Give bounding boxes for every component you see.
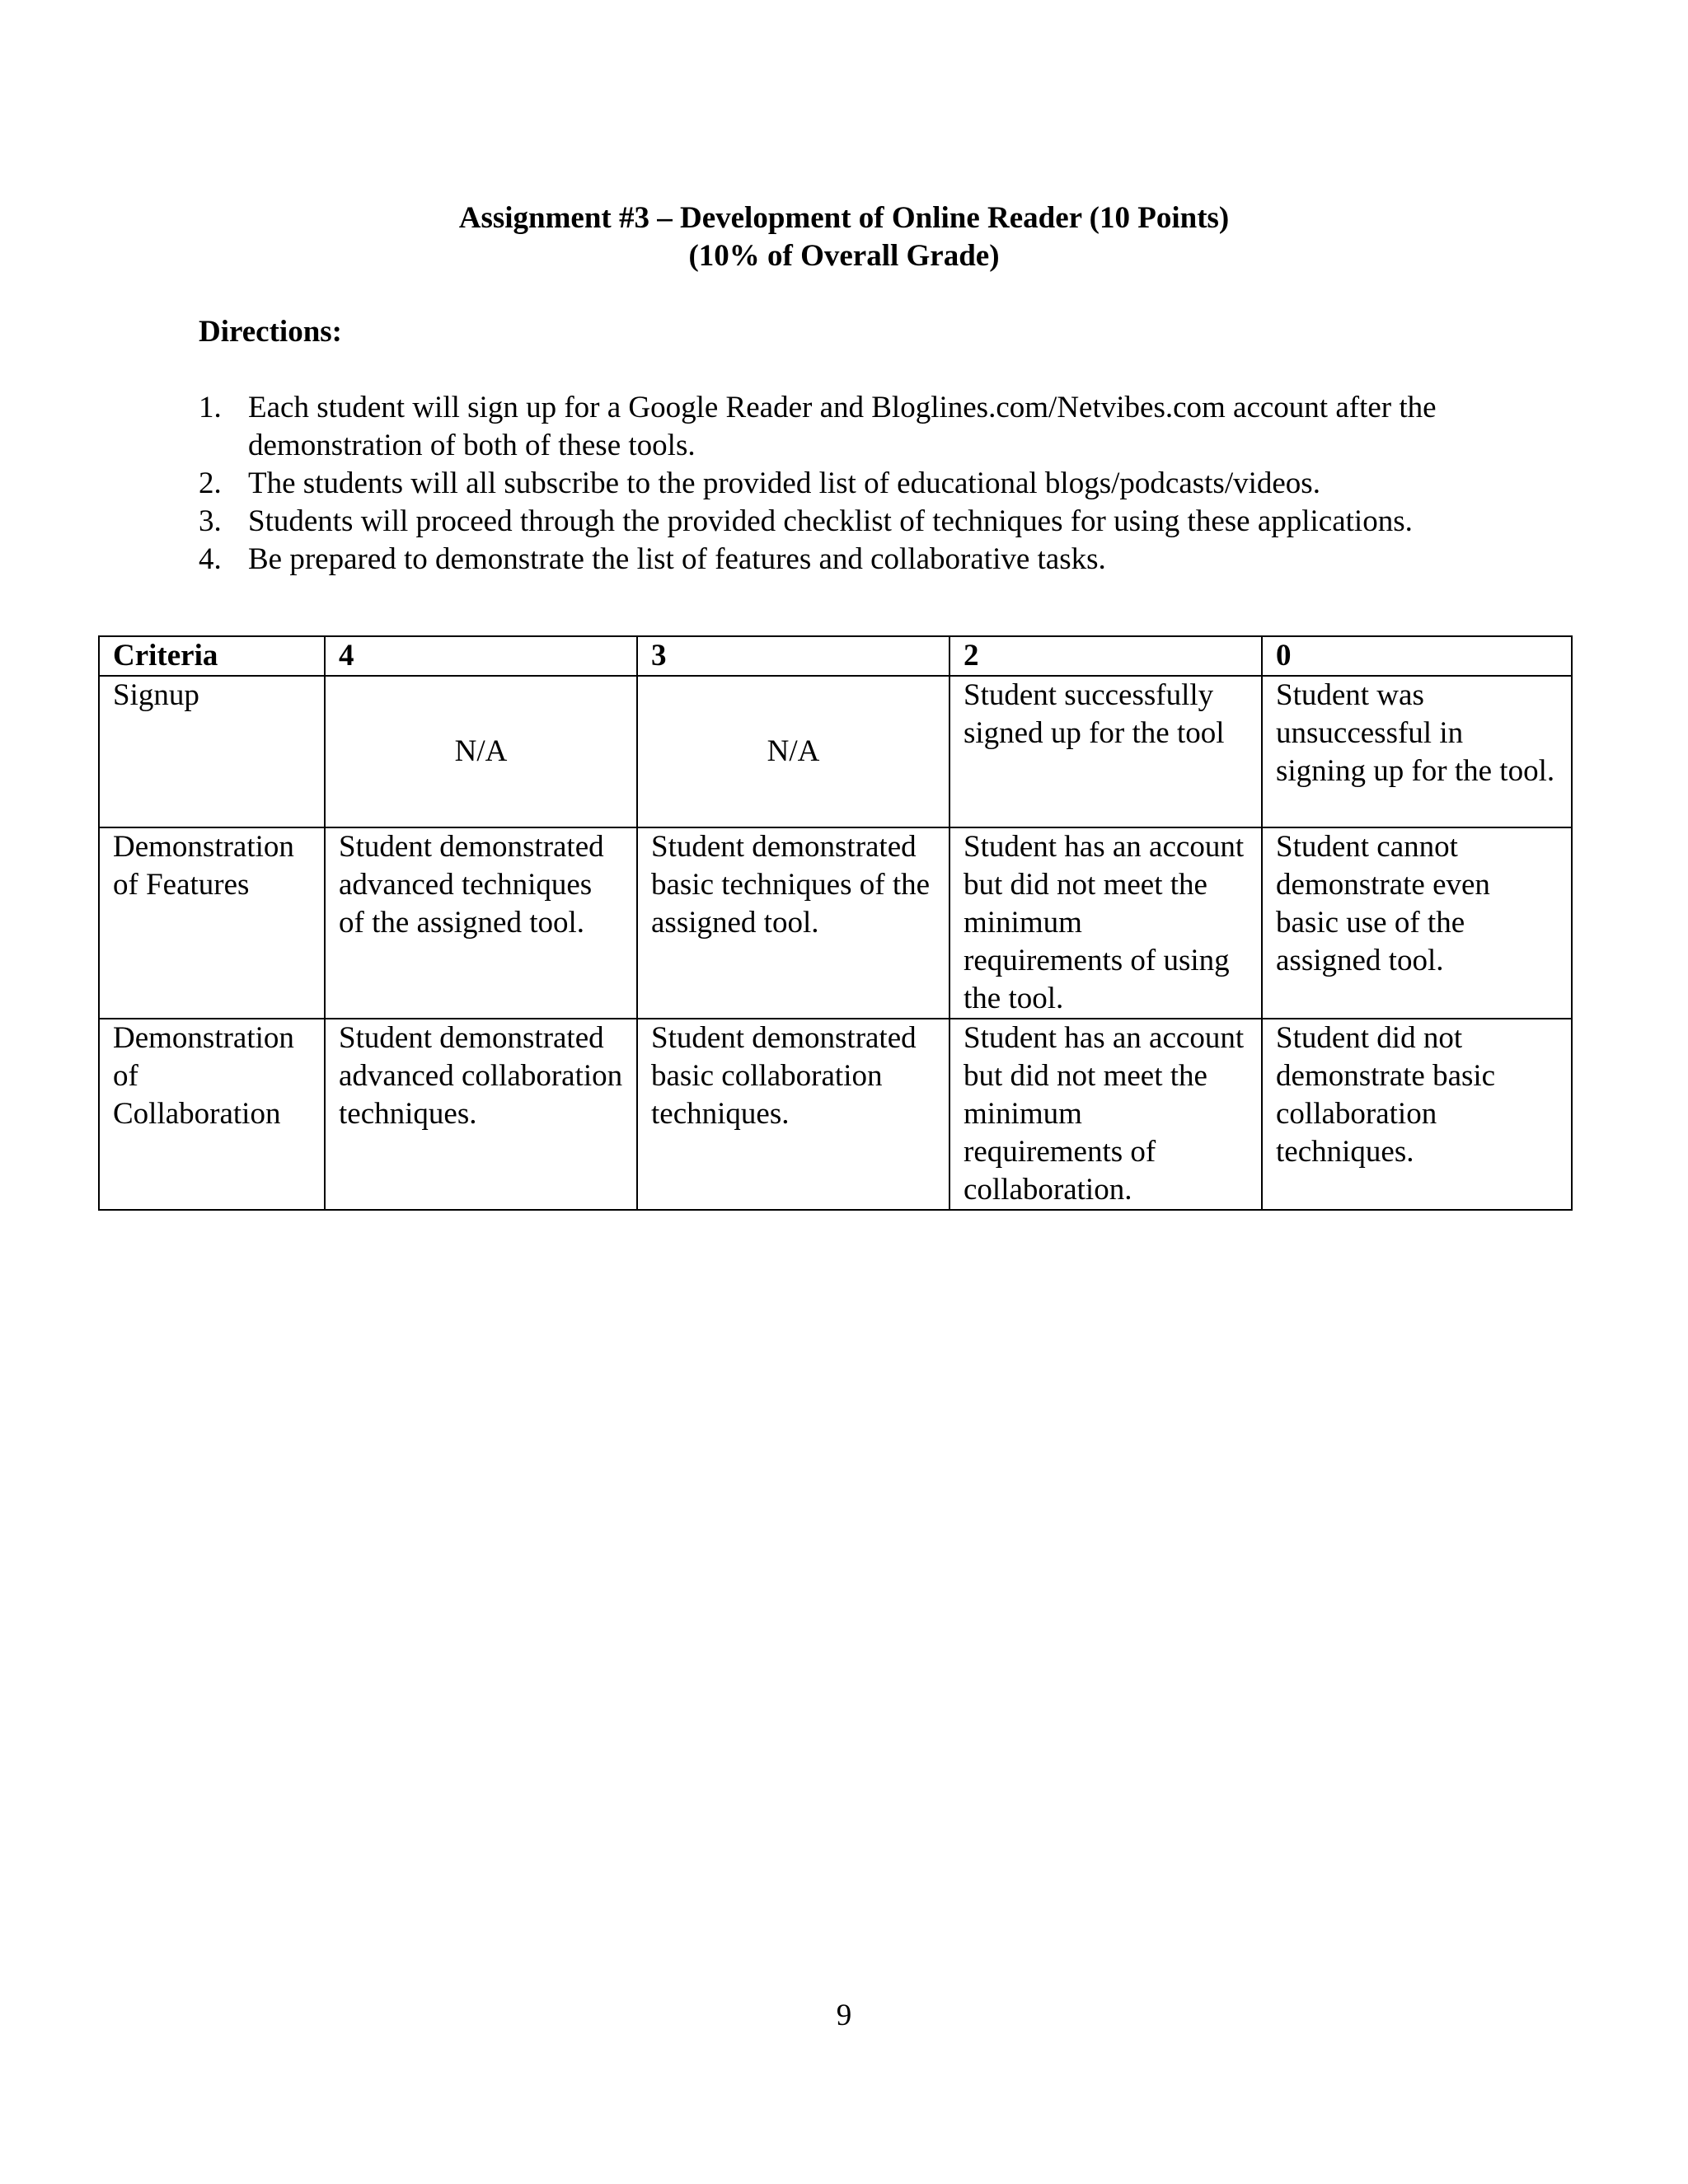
table-header-row <box>99 636 1572 676</box>
header-score-0: 0 <box>1262 636 1572 676</box>
table-cell: N/A <box>325 676 637 827</box>
header-score-4: 4 <box>325 636 637 676</box>
list-item-number: 2. <box>199 466 222 500</box>
list-item <box>199 541 1517 579</box>
list-item-number: 1. <box>199 391 222 424</box>
table-cell: Student successfully signed up for the tool <box>950 676 1262 827</box>
list-item-text: Be prepared to demonstrate the list of features and collaborative tasks. <box>248 542 1106 576</box>
table-row <box>99 827 1572 1019</box>
list-item-text: Each student will sign up for a Google Reader and Bloglines.com/Netvibes.com account after the demonstration of both of these tools. <box>248 391 1437 462</box>
directions-heading: Directions: <box>199 315 342 349</box>
table-row <box>99 676 1572 827</box>
table-cell: Student did not demonstrate basic collaboration techniques. <box>1262 1019 1572 1210</box>
directions-list <box>199 389 1517 579</box>
rubric-table <box>98 635 1573 1211</box>
table-cell: Student was unsuccessful in signing up for the tool. <box>1262 676 1572 827</box>
table-cell: N/A <box>637 676 950 827</box>
document-subtitle: (10% of Overall Grade) <box>688 239 1000 273</box>
table-row <box>99 1019 1572 1210</box>
header-score-2: 2 <box>950 636 1262 676</box>
list-item-text: The students will all subscribe to the provided list of educational blogs/podcasts/videos. <box>248 466 1320 500</box>
table-cell: Student demonstrated advanced techniques of the assigned tool. <box>325 827 637 1019</box>
table-cell: Student has an account but did not meet the minimum requirements of using the tool. <box>950 827 1262 1019</box>
header-criteria: Criteria <box>99 636 325 676</box>
header-score-3: 3 <box>637 636 950 676</box>
criteria-cell: Signup <box>99 676 325 827</box>
table-cell: Student demonstrated advanced collaboration techniques. <box>325 1019 637 1210</box>
list-item-number: 4. <box>199 542 222 576</box>
criteria-cell: Demonstration of Features <box>99 827 325 1019</box>
page-number: 9 <box>836 1999 852 2032</box>
table-cell: Student demonstrated basic collaboration techniques. <box>637 1019 950 1210</box>
criteria-cell: Demonstration of Collaboration <box>99 1019 325 1210</box>
list-item <box>199 389 1517 465</box>
list-item <box>199 465 1517 503</box>
list-item-text: Students will proceed through the provided checklist of techniques for using these applications. <box>248 504 1413 538</box>
document-title: Assignment #3 – Development of Online Reader (10 Points) <box>458 201 1230 235</box>
table-cell: Student cannot demonstrate even basic use of the assigned tool. <box>1262 827 1572 1019</box>
list-item-number: 3. <box>199 504 222 538</box>
table-cell: Student demonstrated basic techniques of the assigned tool. <box>637 827 950 1019</box>
table-cell: Student has an account but did not meet the minimum requirements of collaboration. <box>950 1019 1262 1210</box>
list-item <box>199 503 1517 541</box>
